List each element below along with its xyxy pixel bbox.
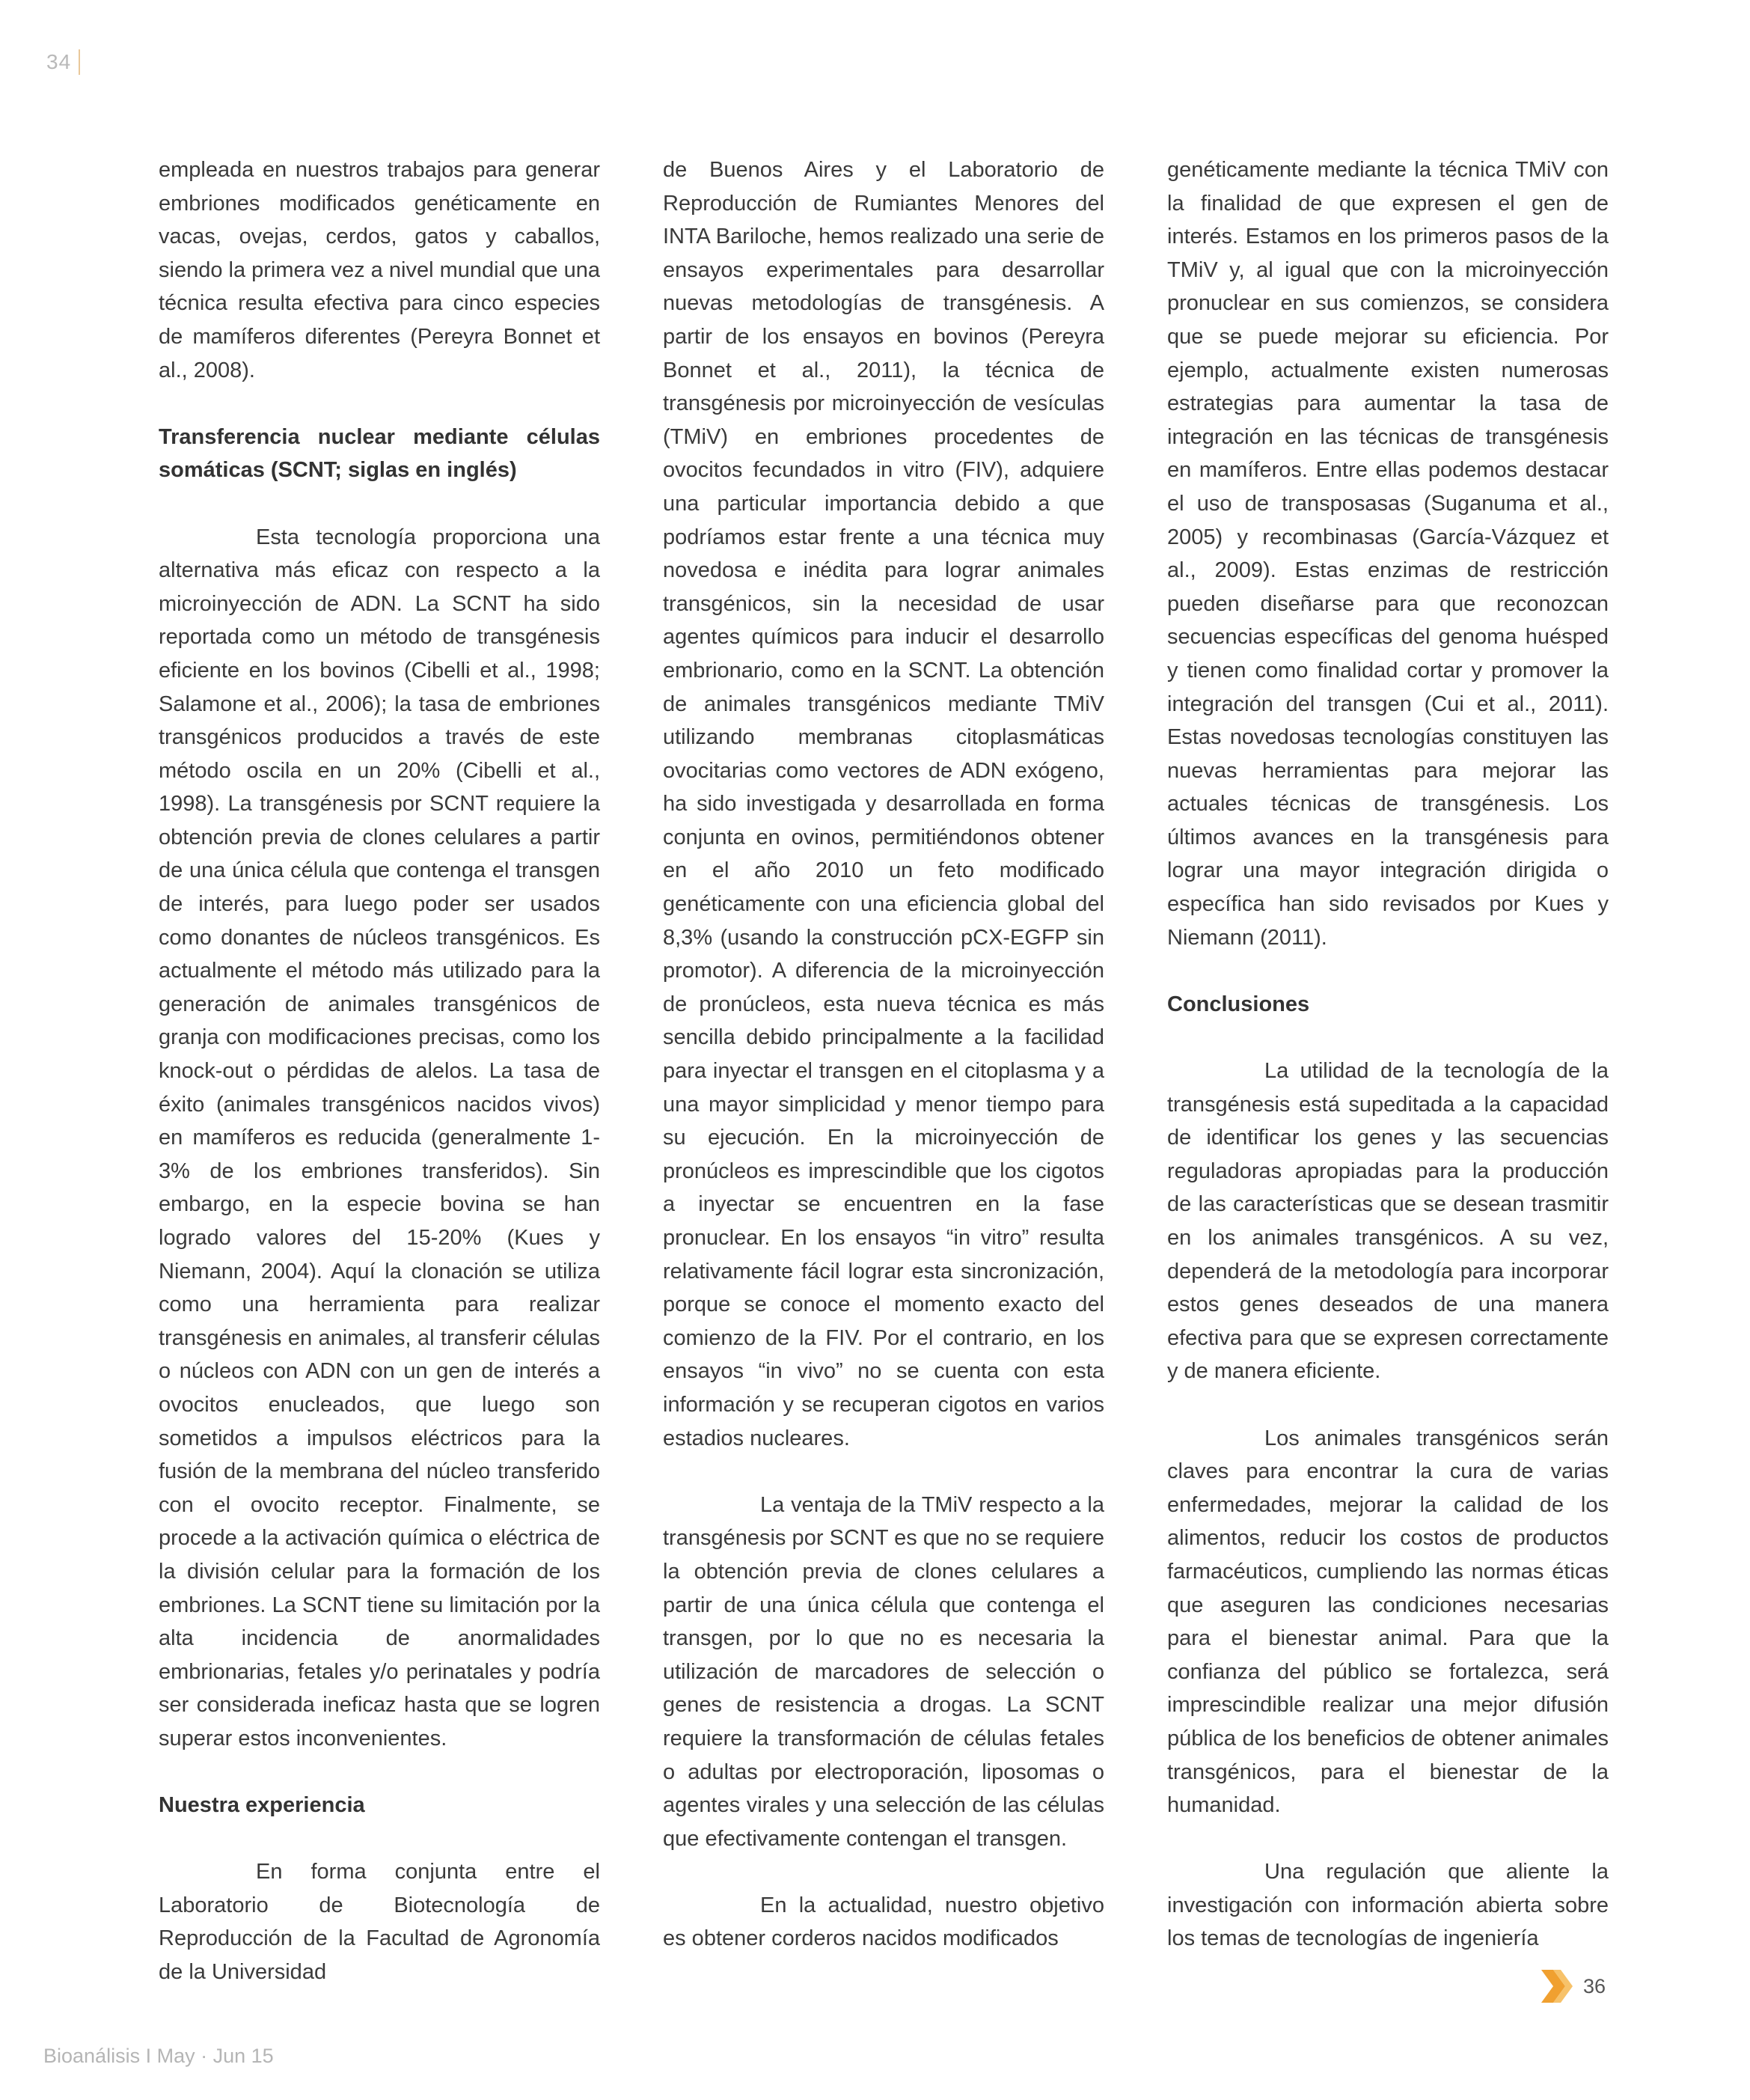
double-chevron-right-icon xyxy=(1538,1967,1577,2006)
paragraph-spacer xyxy=(1167,954,1609,988)
body-paragraph: La utilidad de la tecnología de la transgénesis está supeditada a la capacidad de identificar los genes y las secuencias reguladoras apropiadas para la producción de las características que se desean trasmitir en los animales transgénicos. A su vez, dependerá de la metodología para incorporar estos genes deseados de una manera efectiva para que se expresen correctamente y de manera eficiente. xyxy=(1167,1059,1609,1384)
paragraph-spacer xyxy=(1167,1021,1609,1054)
body-paragraph: Una regulación que aliente la investigación con información abierta sobre los temas de tecnologías de ingeniería xyxy=(1167,1860,1609,1951)
body-paragraph: empleada en nuestros trabajos para generar embriones modificados genéticamente en vacas, ovejas, cerdos, gatos y caballos, siendo la primera vez a nivel mundial que una técnica resulta efectiva para cinco especies de mamíferos diferentes (Pereyra Bonnet et al., 2008). xyxy=(159,158,601,382)
body-paragraph: La ventaja de la TMiV respecto a la transgénesis por SCNT es que no se requiere la obtención previa de clones celulares a partir de una única célula que contenga el transgen, por lo que no es necesaria la utilización de marcadores de selección o genes de resistencia a drogas. La SCNT requiere la transformación de células fetales o adultas por electroporación, liposomas o agentes virales y una selección de las células que efectivamente contengan el transgen. xyxy=(663,1492,1104,1851)
paragraph-spacer xyxy=(159,487,600,521)
paragraph-spacer xyxy=(663,1855,1104,1889)
publication-footer: Bioanálisis I May · Jun 15 xyxy=(43,2045,274,2067)
body-paragraph: En forma conjunta entre el Laboratorio de Biotecnología de Reproducción de la Facultad de Agronomía de la Universidad xyxy=(159,1860,600,1985)
body-paragraph: genéticamente mediante la técnica TMiV con la finalidad de que expresen el gen de interés. Estamos en los primeros pasos de la TMiV y, al igual que con la microinyección pronuclear en sus comienzos, se considera que se puede mejorar su eficiencia. Por ejemplo, actualmente existen numerosas estrategias para aumentar la tasa de integración en las técnicas de transgénesis en mamíferos. Entre ellas podemos destacar el uso de transposasas (Suganuma et al., 2005) y recombinasas (García-Vázquez et al., 2009). Estas enzimas de restricción pueden diseñarse para que reconozcan secuencias específicas del genoma huésped y tienen como finalidad cortar y promover la integración del transgen (Cui et al., 2011). Estas novedosas tecnologías constituyen las nuevas herramientas para mejorar las actuales técnicas de transgénesis. Los últimos avances en la transgénesis para lograr una mayor integración dirigida o específica han sido revisados por Kues y Niemann (2011). xyxy=(1167,158,1609,950)
article-column-2 xyxy=(663,153,1104,1956)
section-heading: Nuestra experiencia xyxy=(159,1793,365,1818)
section-heading: Conclusiones xyxy=(1167,992,1310,1016)
paragraph-spacer xyxy=(159,387,600,421)
body-paragraph: En la actualidad, nuestro objetivo es obtener corderos nacidos modificados xyxy=(663,1893,1104,1951)
paragraph-spacer xyxy=(159,1756,600,1789)
body-paragraph: Esta tecnología proporciona una alternativa más eficaz con respecto a la microinyección de ADN. La SCNT ha sido reportada como un método de transgénesis eficiente en los bovinos (Cibelli et al., 1998; Salamone et al., 2006); la tasa de embriones transgénicos producidos a través de este método oscila en un 20% (Cibelli et al., 1998). La transgénesis por SCNT requiere la obtención previa de clones celulares a partir de una única célula que contenga el transgen de interés, para luego poder ser usados como donantes de núcleos transgénicos. Es actualmente el método más utilizado para la generación de animales transgénicos de granja con modificaciones precisas, como los knock-out o pérdidas de alelos. La tasa de éxito (animales transgénicos nacidos vivos) en mamíferos es reducida (generalmente 1-3% de los embriones transferidos). Sin embargo, en la especie bovina se han logrado valores del 15-20% (Kues y Niemann, 2004). Aquí la clonación se utiliza como una herramienta para realizar transgénesis en animales, al transferir células o núcleos con ADN con un gen de interés a ovocitos enucleados, que luego son sometidos a impulsos eléctricos para la fusión de la membrana del núcleo transferido con el ovocito receptor. Finalmente, se procede a la activación química o eléctrica de la división celular para la formación de los embriones. La SCNT tiene su limitación por la alta incidencia de anormalidades embrionarias, fetales y/o perinatales y podría ser considerada ineficaz hasta que se logren superar estos inconvenientes. xyxy=(159,525,600,1750)
paragraph-spacer xyxy=(159,1822,600,1856)
paragraph-spacer xyxy=(1167,1388,1609,1422)
article-column-1 xyxy=(159,153,600,1989)
article-column-3 xyxy=(1167,153,1609,1956)
body-paragraph: Los animales transgénicos serán claves para encontrar la cura de varias enfermedades, mejorar la calidad de los alimentos, reducir los costos de productos farmacéuticos, cumpliendo las normas éticas que aseguren las condiciones necesarias para el bienestar animal. Para que la confianza del público se fortalezca, será imprescindible realizar una mejor difusión pública de los beneficios de obtener animales transgénicos, para el bienestar de la humanidad. xyxy=(1167,1426,1609,1818)
page-number-bottom: 36 xyxy=(1583,1974,1606,1997)
body-paragraph: de Buenos Aires y el Laboratorio de Reproducción de Rumiantes Menores del INTA Bariloche, hemos realizado una serie de ensayos experimentales para desarrollar nuevas metodologías de transgénesis. A partir de los ensayos en bovinos (Pereyra Bonnet et al., 2011), la técnica de transgénesis por microinyección de vesículas (TMiV) en embriones procedentes de ovocitos fecundados in vitro (FIV), adquiere una particular importancia debido a que podríamos estar frente a una técnica muy novedosa e inédita para lograr animales transgénicos, sin la necesidad de usar agentes químicos para inducir el desarrollo embrionario, como en la SCNT. La obtención de animales transgénicos mediante TMiV utilizando membranas citoplasmáticas ovocitarias como vectores de ADN exógeno, ha sido investigada y desarrollada en forma conjunta en ovinos, permitiéndonos obtener en el año 2010 un feto modificado genéticamente con una eficiencia global del 8,3% (usando la construcción pCX-EGFP sin promotor). A diferencia de la microinyección de pronúcleos, esta nueva técnica es más sencilla debido principalmente a la facilidad para inyectar el transgen en el citoplasma y a una mayor simplicidad y menor tiempo para su ejecución. En la microinyección de pronúcleos es imprescindible que los cigotos a inyectar se encuentren en la fase pronuclear. En los ensayos “in vitro” resulta relativamente fácil lograr esta sincronización, porque se conoce el momento exacto del comienzo de la FIV. Por el contrario, en los ensayos “in vivo” no se cuenta con esta información y se recuperan cigotos en varios estadios nucleares. xyxy=(663,158,1104,1450)
paragraph-spacer xyxy=(1167,1822,1609,1856)
page-footer-right xyxy=(1538,1967,1606,2006)
section-heading: Transferencia nuclear mediante células somáticas (SCNT; siglas en inglés) xyxy=(159,424,600,483)
paragraph-spacer xyxy=(663,1455,1104,1489)
page-number-top: 34 xyxy=(46,49,80,75)
